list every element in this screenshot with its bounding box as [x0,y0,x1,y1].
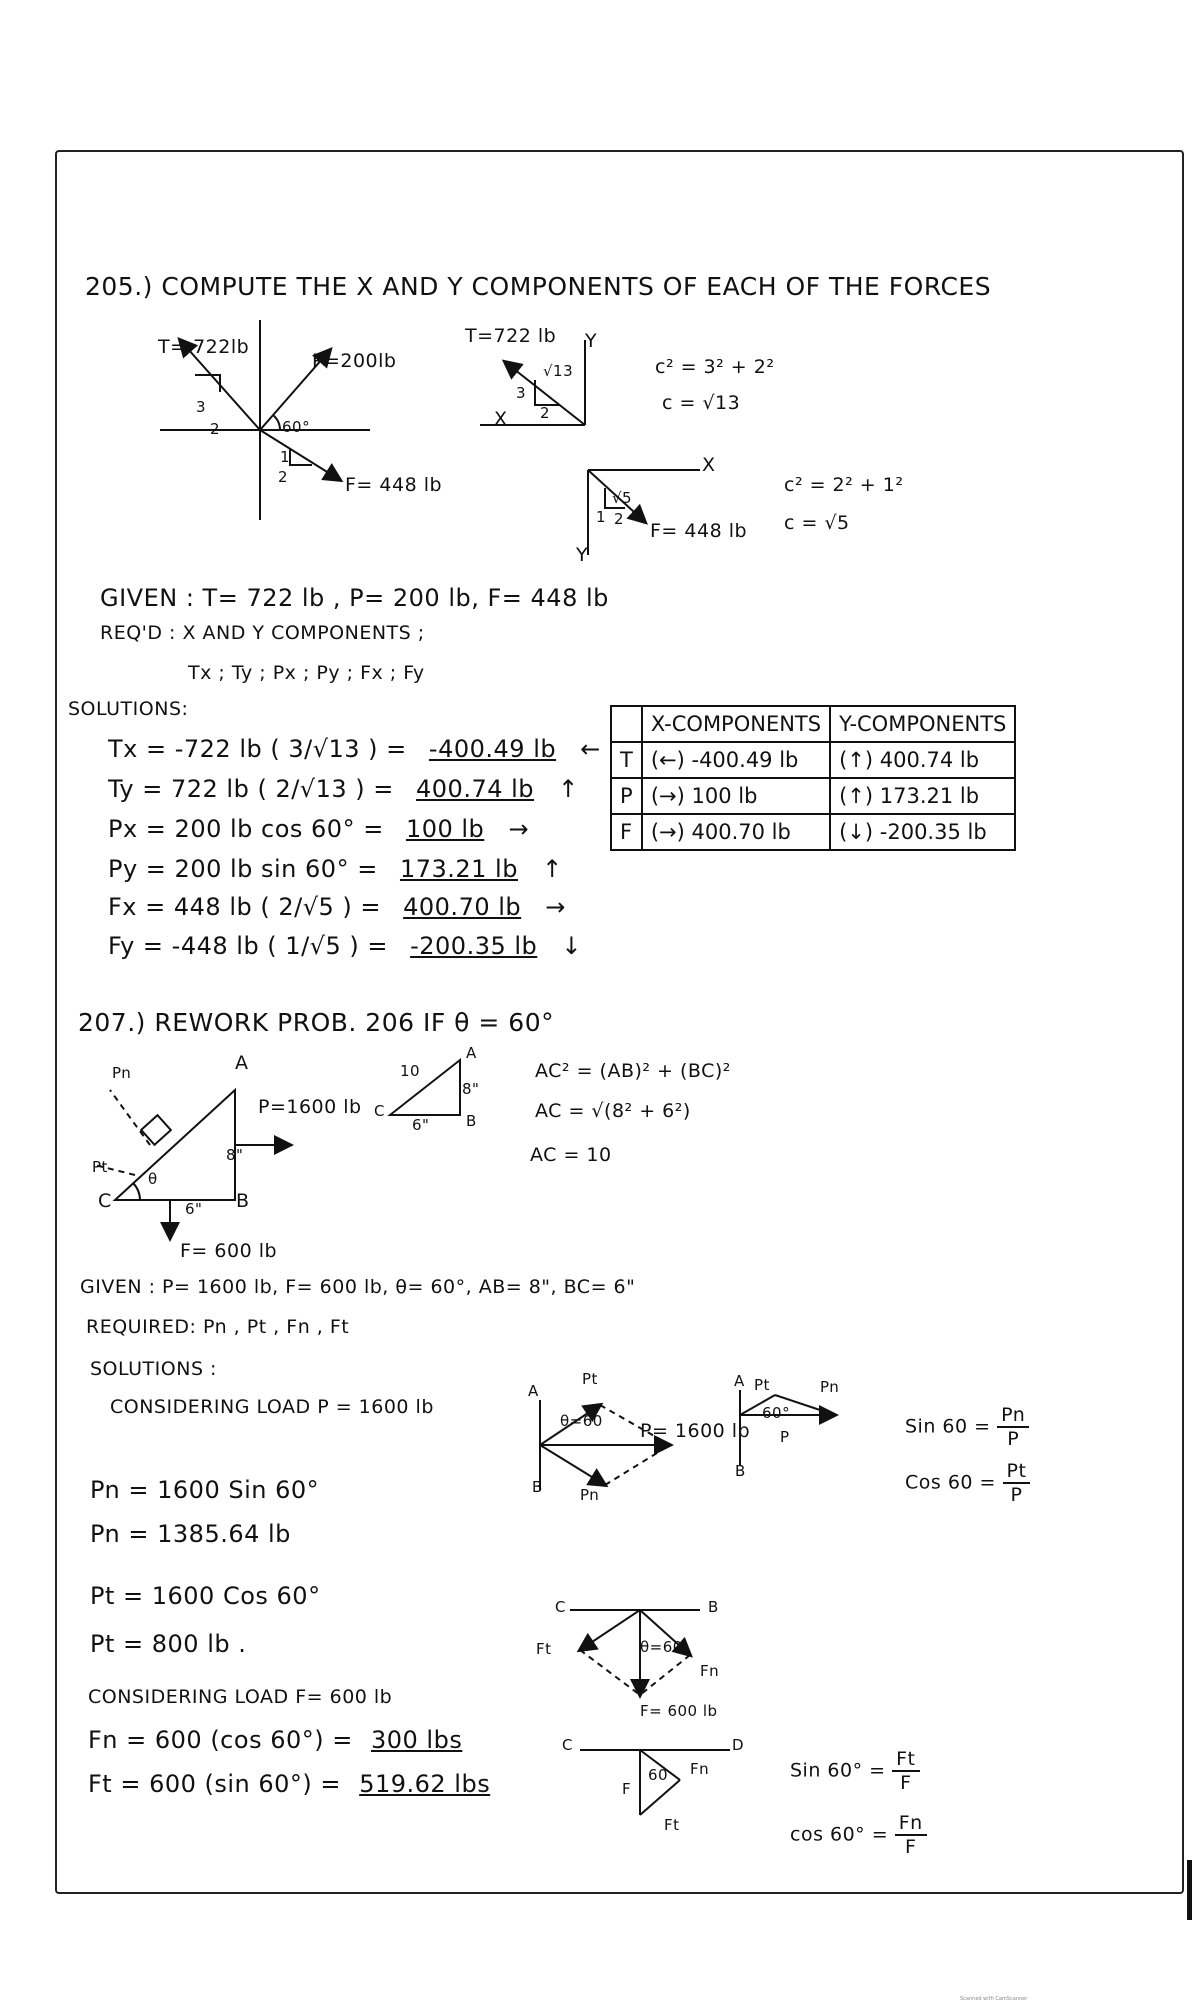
table-header: X-COMPONENTS [642,706,830,742]
solution-rhs: 400.70 lb [403,893,522,921]
pn-eq1: Pn = 1600 Sin 60° [90,1476,320,1504]
vector-Ft-small [640,1780,680,1815]
given-207: GIVEN : P= 1600 lb, F= 600 lb, θ= 60°, AB= 8", BC= 6" [80,1276,636,1298]
ac-eq3: AC = 10 [530,1144,612,1166]
label-Pt: Pt [92,1158,108,1176]
load-f-label: CONSIDERING LOAD F= 600 lb [88,1686,393,1708]
solution-line [108,893,566,921]
solution-lhs: Fx = 448 lb ( 2/√5 ) = [108,893,381,921]
label-Pn: Pn [112,1064,132,1082]
vec2-P: P [780,1428,790,1446]
solution-lhs: Ty = 722 lb ( 2/√13 ) = [108,775,394,803]
table-row [611,814,1015,850]
solution-rhs: 173.21 lb [399,855,518,883]
vec2-Pn: Pn [820,1378,840,1396]
diagram3-hyp: √5 [612,489,633,507]
vector-diagram-P [520,1390,700,1500]
table-cell: F [611,814,642,850]
diagram3-eq1: c² = 2² + 1² [784,474,904,496]
trig2-sin-label: Sin 60° = [790,1759,886,1782]
solution-rhs: -400.49 lb [428,735,557,763]
trig2-cos-label: cos 60° = [790,1823,889,1846]
required-205: REQ'D : X AND Y COMPONENTS ; [100,622,425,644]
tri-hyp: 10 [400,1062,421,1080]
vec2-B: B [735,1462,746,1480]
vec2-A: A [734,1372,745,1390]
ft-value: 519.62 lbs [359,1770,491,1798]
diagram2-eq1: c² = 3² + 2² [655,356,775,378]
fn-value: 300 lbs [370,1726,463,1754]
force-F-arrow [260,430,340,480]
diagram3-y-label: Y [576,544,589,566]
label-ab-8in: 8" [226,1146,244,1164]
diagram3-x-label: X [702,454,716,476]
trig1-cos [905,1460,1030,1506]
table-header-row [611,706,1015,742]
tri-B: B [466,1112,477,1130]
diagram2-run: 3 [516,384,527,402]
vector-Ft [580,1610,640,1650]
solution-lhs: Py = 200 lb sin 60° = [108,855,378,883]
trig2-cos [790,1812,927,1858]
edge-bar [1187,1860,1192,1920]
theta-arc [133,1183,140,1200]
label-theta: θ [148,1170,158,1188]
table-cell: P [611,778,642,814]
vec2-angle: 60° [762,1404,791,1422]
tri-rise: 8" [462,1080,480,1098]
solution-lhs: Px = 200 lb cos 60° = [108,815,384,843]
table-cell: (→) 400.70 lb [642,814,830,850]
vec1-angle: θ=60 [560,1412,603,1430]
solution-line [108,932,582,960]
label-slope-T-run: 3 [196,398,207,416]
fraction-denominator: P [1007,1428,1020,1450]
diagram3-F-label: F= 448 lb [650,520,748,542]
vertex-C: C [98,1190,112,1212]
vec3-Fn: Fn [700,1662,720,1680]
pt-eq2: Pt = 800 lb . [90,1630,247,1658]
tri-C: C [374,1102,385,1120]
direction-arrow-icon: → [545,893,566,921]
vec4-Fn: Fn [690,1760,710,1778]
vec4-F: F [622,1780,632,1798]
solution-lhs: Fy = -448 lb ( 1/√5 ) = [108,932,388,960]
trig2-sin [790,1748,920,1794]
diagram2-y-label: Y [585,330,598,352]
pt-eq1: Pt = 1600 Cos 60° [90,1582,321,1610]
solution-rhs: -200.35 lb [410,932,538,960]
fraction-denominator: F [900,1772,912,1794]
trig1-cos-label: Cos 60 = [905,1471,996,1494]
vec3-C: C [555,1598,566,1616]
vec2-Pt: Pt [754,1376,770,1394]
vec4-D: D [732,1736,745,1754]
table-row [611,742,1015,778]
solution-rhs: 400.74 lb [416,775,535,803]
ac-eq1: AC² = (AB)² + (BC)² [535,1060,731,1082]
table-cell: (→) 100 lb [642,778,830,814]
direction-arrow-icon: ↑ [558,775,579,803]
diagram2-x-label: X [494,408,508,430]
vertex-B: B [236,1190,250,1212]
label-slope-T-rise: 2 [210,420,221,438]
fraction-denominator: F [904,1836,917,1858]
label-F-600: F= 600 lb [180,1240,278,1262]
fraction-numerator: Fn [895,1812,927,1836]
load-p-label: CONSIDERING LOAD P = 1600 lb [110,1396,434,1418]
solution-line [108,735,601,763]
fraction-numerator: Ft [892,1748,919,1772]
solution-line [108,775,579,803]
vector-Pn [540,1445,605,1485]
trig2-cos-fraction [895,1812,927,1858]
vec3-Ft: Ft [536,1640,552,1658]
vec4-C: C [562,1736,573,1754]
incline-diagram [90,1060,330,1240]
table-cell: (↑) 173.21 lb [830,778,1015,814]
diagram2-T-label: T=722 lb [465,325,557,347]
ac-eq2: AC = √(8² + 6²) [535,1100,691,1122]
direction-arrow-icon: ↓ [561,932,583,960]
label-F: F= 448 lb [345,474,443,496]
vector-diagram-P-small [735,1385,855,1475]
trig2-sin-fraction [892,1748,919,1794]
problem-205-title: 205.) COMPUTE THE X AND Y COMPONENTS OF EACH OF THE FORCES [85,272,992,301]
diagram3-eq2: c = √5 [784,512,850,534]
diagram3-rise: 1 [596,508,607,526]
trig1-cos-fraction [1003,1460,1031,1506]
components-table [610,705,1016,851]
table-cell: (↓) -200.35 lb [830,814,1015,850]
dash-line [580,1650,640,1695]
vector-diagram-F-small [570,1740,750,1830]
dash-line [640,1655,690,1695]
table-header [611,706,642,742]
fraction-numerator: Pt [1003,1460,1031,1484]
vec1-B: B [532,1478,543,1496]
vec3-angle: θ=60 [640,1638,683,1656]
trig1-sin-fraction [997,1404,1029,1450]
given-205: GIVEN : T= 722 lb , P= 200 lb, F= 448 lb [100,584,609,612]
slope-triangle-T [195,375,220,392]
ft-line [88,1770,490,1798]
angle-arc-P [273,415,280,430]
trig1-sin-label: Sin 60 = [905,1415,991,1438]
ft-eq: Ft = 600 (sin 60°) = [88,1770,342,1798]
label-P-1600: P=1600 lb [258,1096,362,1118]
pn-eq2: Pn = 1385.64 lb [90,1520,291,1548]
table-cell: (↑) 400.74 lb [830,742,1015,778]
solutions-label-207: SOLUTIONS : [90,1358,217,1380]
label-slope-F-rise: 1 [280,448,291,466]
component-Pn-dashed [110,1090,150,1145]
direction-arrow-icon: ← [580,735,601,763]
table-header: Y-COMPONENTS [830,706,1015,742]
vec1-Pn: Pn [580,1486,600,1504]
diagram3-run: 2 [614,510,625,528]
label-angle-60: 60° [282,418,311,436]
solution-lhs: Tx = -722 lb ( 3/√13 ) = [108,735,407,763]
vec1-P: P= 1600 lb [640,1420,751,1442]
fraction-numerator: Pn [997,1404,1029,1428]
direction-arrow-icon: → [508,815,530,843]
trig1-sin [905,1404,1029,1450]
vec4-angle: 60 [648,1766,669,1784]
direction-arrow-icon: ↑ [542,855,563,883]
fraction-denominator: P [1010,1484,1023,1506]
diagram2-eq2: c = √13 [662,392,741,414]
solutions-label-205: SOLUTIONS: [68,698,189,720]
vec4-Ft: Ft [664,1816,680,1834]
vec1-A: A [528,1382,539,1400]
label-P: P=200lb [312,350,397,372]
label-bc-6in: 6" [185,1200,203,1218]
diagram2-hyp: √13 [543,362,574,380]
solution-line [108,815,529,843]
tri-A: A [466,1044,477,1062]
solution-rhs: 100 lb [405,815,485,843]
dash-line [605,1445,670,1485]
vec3-F: F= 600 lb [640,1702,718,1720]
vec3-B: B [708,1598,719,1616]
required-list-205: Tx ; Ty ; Px ; Py ; Fx ; Fy [188,662,425,684]
required-207: REQUIRED: Pn , Pt , Fn , Ft [86,1316,350,1338]
problem-207-title: 207.) REWORK PROB. 206 IF θ = 60° [78,1008,555,1037]
solution-line [108,855,563,883]
tri-run: 6" [412,1116,430,1134]
fn-line [88,1726,462,1754]
scanner-credit: Scanned with CamScanner [960,1996,1028,2002]
block-on-incline [141,1115,171,1145]
table-cell: T [611,742,642,778]
table-cell: (←) -400.49 lb [642,742,830,778]
vertex-A: A [235,1052,249,1074]
diagram2-rise: 2 [540,404,551,422]
table-row [611,778,1015,814]
vec1-Pt: Pt [582,1370,598,1388]
fn-eq: Fn = 600 (cos 60°) = [88,1726,353,1754]
label-slope-F-run: 2 [278,468,289,486]
label-T: T= 722lb [158,336,250,358]
